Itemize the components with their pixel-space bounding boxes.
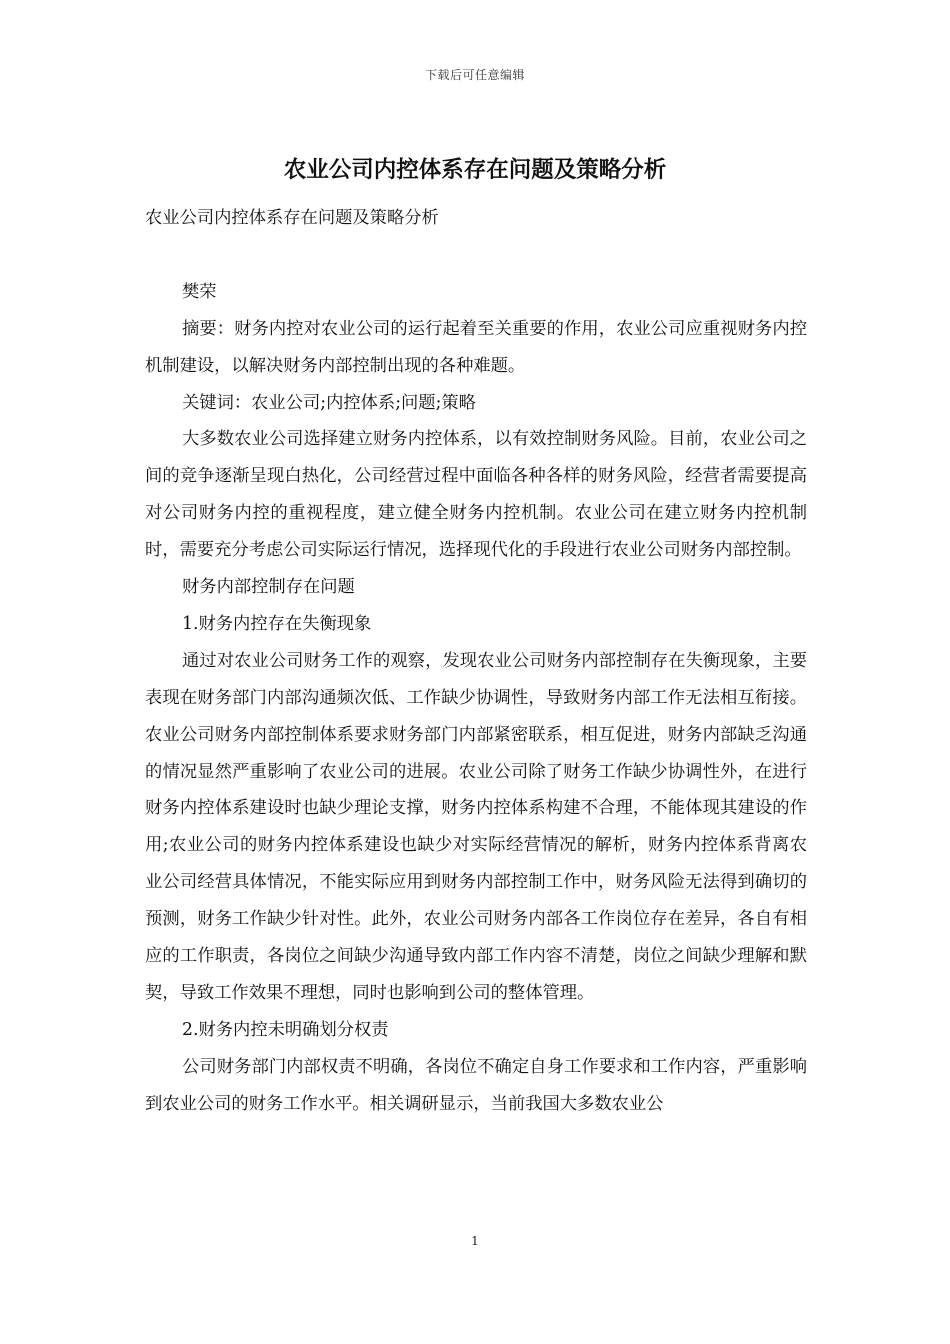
keywords-line: 关键词：农业公司;内控体系;问题;策略 xyxy=(182,392,476,413)
subsection-paragraph-2: 公司财务部门内部权责不明确，各岗位不确定自身工作要求和工作内容，严重影响到农业公司的财务工作水平。相关调研显示，当前我国大多数农业公 xyxy=(145,1056,807,1114)
subtitle-line: 农业公司内控体系存在问题及策略分析 xyxy=(145,208,439,228)
document-title: 农业公司内控体系存在问题及策略分析 xyxy=(283,157,667,183)
subsection-heading-2: 2.财务内控未明确划分权责 xyxy=(182,1019,389,1040)
subsection-paragraph-1: 通过对农业公司财务工作的观察，发现农业公司财务内部控制存在失衡现象，主要表现在财务部门内部沟通频次低、工作缺少协调性，导致财务内部工作无法相互衔接。农业公司财务内部控制体系要求财务部门内部紧密联系，相互促进，财务内部缺乏沟通的情况显然严重影响了农业公司的进展。农业公司除了财务工作缺少协调性外，在进行财务内控体系建设时也缺少理论支撑，财务内控体系构建不合理，不能体现其建设的作用;农业公司的财务内控体系建设也缺少对实际经营情况的解析，财务内控体系背离农业公司经营具体情况，不能实际应用到财务内部控制工作中，财务风险无法得到确切的预测，财务工作缺少针对性。此外，农业公司财务内部各工作岗位存在差异，各自有相应的工作职责，各岗位之间缺少沟通导致内部工作内容不清楚，岗位之间缺少理解和默契，导致工作效果不理想，同时也影响到公司的整体管理。 xyxy=(145,650,807,1004)
author-name: 樊荣 xyxy=(182,281,217,302)
abstract-paragraph: 摘要：财务内控对农业公司的运行起着至关重要的作用，农业公司应重视财务内控机制建设，以解决财务内部控制出现的各种难题。 xyxy=(145,318,807,376)
header-note: 下载后可任意编辑 xyxy=(424,68,525,82)
blank-line xyxy=(145,237,807,274)
subsection-heading-1: 1.财务内控存在失衡现象 xyxy=(182,613,372,634)
section-heading: 财务内部控制存在问题 xyxy=(182,577,355,598)
intro-paragraph: 大多数农业公司选择建立财务内控体系，以有效控制财务风险。目前，农业公司之间的竞争逐渐呈现白热化，公司经营过程中面临各种各样的财务风险，经营者需要提高对公司财务内控的重视程度，建立健全财务内控机制。农业公司在建立财务内控机制时，需要充分考虑公司实际运行情况，选择现代化的手段进行农业公司财务内部控制。 xyxy=(145,429,807,561)
document-body xyxy=(145,200,807,1123)
page-number: 1 xyxy=(471,1234,479,1248)
